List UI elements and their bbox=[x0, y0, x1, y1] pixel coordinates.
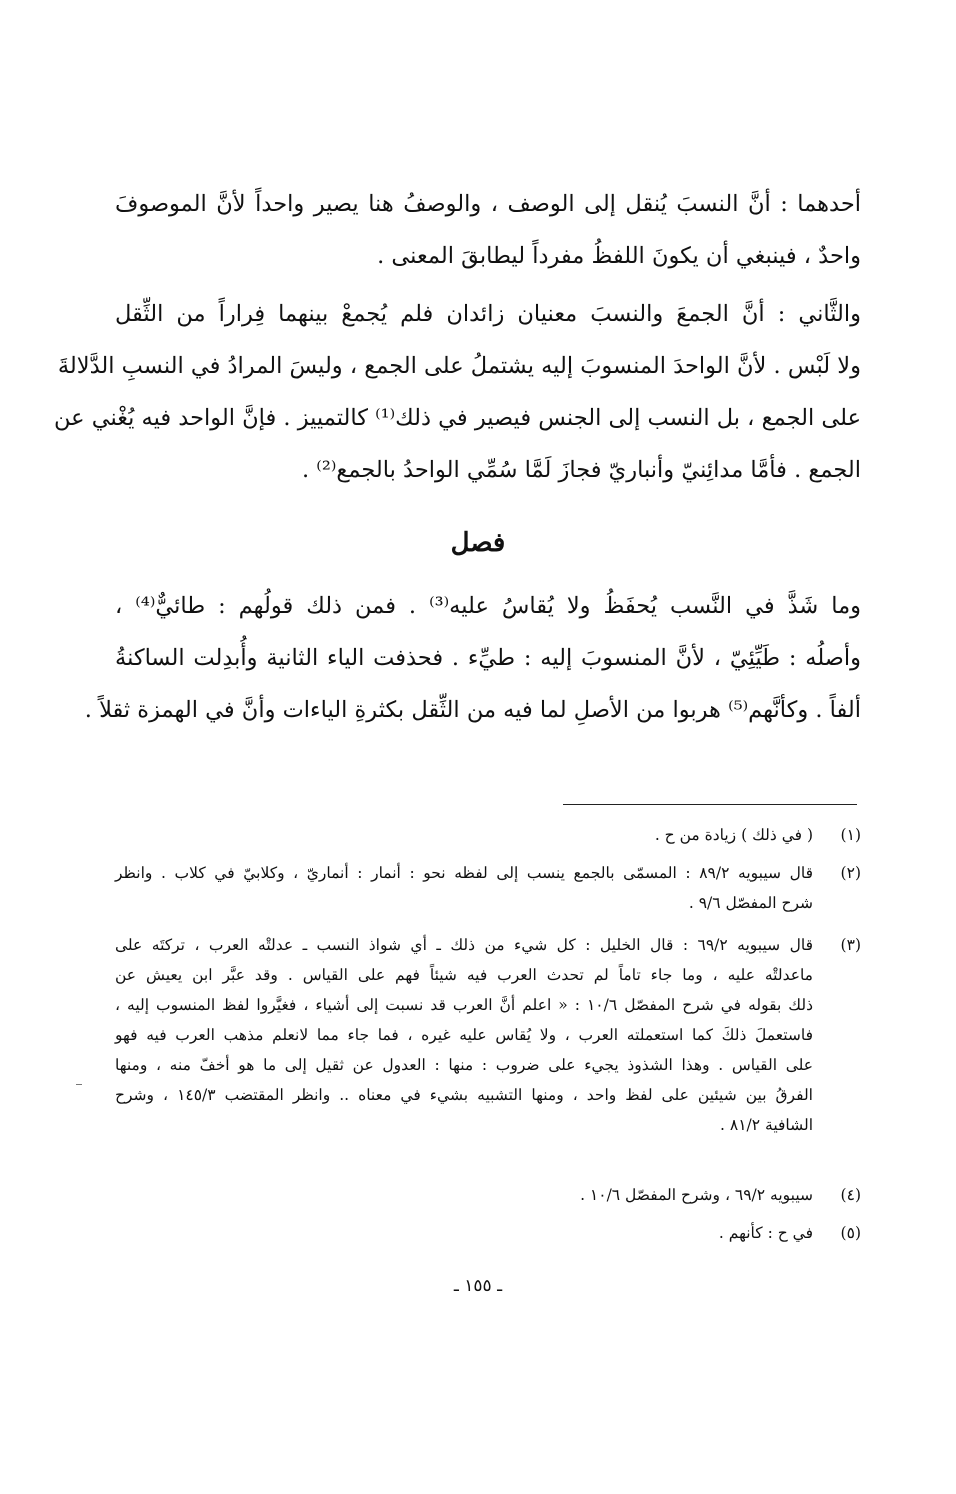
paragraph-1 bbox=[115, 178, 861, 282]
margin-mark bbox=[76, 1084, 82, 1085]
text-line: وأصلُه : طَيِّئِيّ ، لأنَّ المنسوبَ إليه : طيِّء . فحذفت الياء الثانية وأُبدِلت الساكنةُ bbox=[115, 645, 861, 671]
text-line: الجمع . فأمَّا مدائِنيّ وأنباريّ فجازَ لَمَّا سُمِّي الواحدُ بالجمع⁽²⁾ . bbox=[302, 457, 861, 483]
footnote-number: (٤) bbox=[840, 1186, 861, 1204]
footnote-body bbox=[115, 820, 813, 850]
footnote-line: قال سيبويه ٨٩/٢ : المسمّى بالجمع ينسب إلى لفظه نحو : أنمار : أنماريّ ، وكلابيّ في كلاب . وانظر bbox=[115, 864, 813, 882]
text-line: أحدهما : أنَّ النسبَ يُنقل إلى الوصف ، والوصفُ هنا يصير واحداً لأنَّ الموصوفَ bbox=[115, 191, 861, 217]
footnote-body bbox=[115, 858, 813, 918]
footnote-line: الشافية ٨١/٢ . bbox=[720, 1116, 813, 1134]
footnote-line: في ح : كأنهم . bbox=[718, 1224, 813, 1242]
text-line: واحدٌ ، فينبغي أن يكونَ اللفظُ مفرداً ليطابقَ المعنى . bbox=[377, 243, 861, 269]
paragraph-2 bbox=[54, 288, 861, 496]
footnote-separator bbox=[563, 804, 857, 805]
footnote-line: شرح المفصّل ٩/٦ . bbox=[688, 894, 813, 912]
footnote-body bbox=[115, 1218, 813, 1248]
text-line: وما شَذَّ في النَّسب يُحفَظُ ولا يُقاسُ عليه⁽³⁾ . فمن ذلك قولُهم : طائيٌّ⁽⁴⁾ ، bbox=[115, 593, 861, 619]
text-line: ولا لَبْس . لأنَّ الواحدَ المنسوبَ إليه يشتملُ على الجمع ، وليسَ المرادُ في النسبِ الدَّلالةَ bbox=[57, 353, 861, 379]
text-line: والثَّاني : أنَّ الجمعَ والنسبَ معنيان زائدان فلم يُجمعْ بينهما فِراراً من الثِّقل bbox=[115, 301, 861, 327]
footnote-line: فاستعملَ ذلكَ كما استعملته العرب ، ولا يُقاس عليه غيره ، فما جاء مما لانعلم مذهب العرب فيه فهو bbox=[115, 1026, 813, 1044]
footnote-line: سيبويه ٦٩/٢ ، وشرح المفصّل ١٠/٦ . bbox=[580, 1186, 813, 1204]
footnote-line: الفرقُ بين شيئين على لفظ واحد ، ومنها التشبيه بشيء في معناه .. وانظر المقتضب ١٤٥/٣ ، وشرح bbox=[115, 1086, 813, 1104]
section-heading: فصل bbox=[450, 528, 506, 558]
footnote-number: (٢) bbox=[840, 864, 861, 882]
footnote-line: على القياس . وهذا الشذوذ يجيء على ضروب : منها : العدول عن ثقيل إلى ما هو أخفّ منه ، ومنها bbox=[115, 1056, 813, 1074]
footnote-body bbox=[115, 1180, 813, 1210]
paragraph-3 bbox=[84, 580, 861, 736]
text-line: ألفاً . وكأنَّهم⁽⁵⁾ هربوا من الأصلِ لما فيه من الثِّقل بكثرةِ الياءات وأنَّ في الهمزة ثقلاً . bbox=[84, 697, 861, 723]
footnote-line: قال سيبويه ٦٩/٢ : قال الخليل : كل شيء من ذلك ـ أي شواذ النسب ـ عدلتْه العرب ، تركتَه على bbox=[115, 936, 813, 954]
footnote-number: (٥) bbox=[840, 1224, 861, 1242]
footnote-number: (٣) bbox=[840, 936, 861, 954]
footnote-number: (١) bbox=[840, 826, 861, 844]
footnote-line: ( في ذلك ) زيادة من ح . bbox=[654, 826, 813, 844]
page-number: ـ ١٥٥ ـ bbox=[453, 1276, 503, 1296]
text-line: على الجمع ، بل النسب إلى الجنس فيصير في ذلك⁽¹⁾ كالتمييز . فإنَّ الواحد فيه يُغْني عن bbox=[54, 405, 861, 431]
footnote-line: ماعدلتْه عليه ، وما جاء تاماً لم تحدث العرب فيه شيئاً فهم على القياس . وقد عبَّر ابن يعيش عن bbox=[115, 966, 813, 984]
footnote-body bbox=[115, 930, 813, 1140]
footnote-line: ذلك بقوله في شرح المفصّل ١٠/٦ : « اعلم أنَّ العرب قد نسبت إلى أشياء ، فغيَّروا لفظ المنسوب إليه ، bbox=[115, 996, 813, 1014]
